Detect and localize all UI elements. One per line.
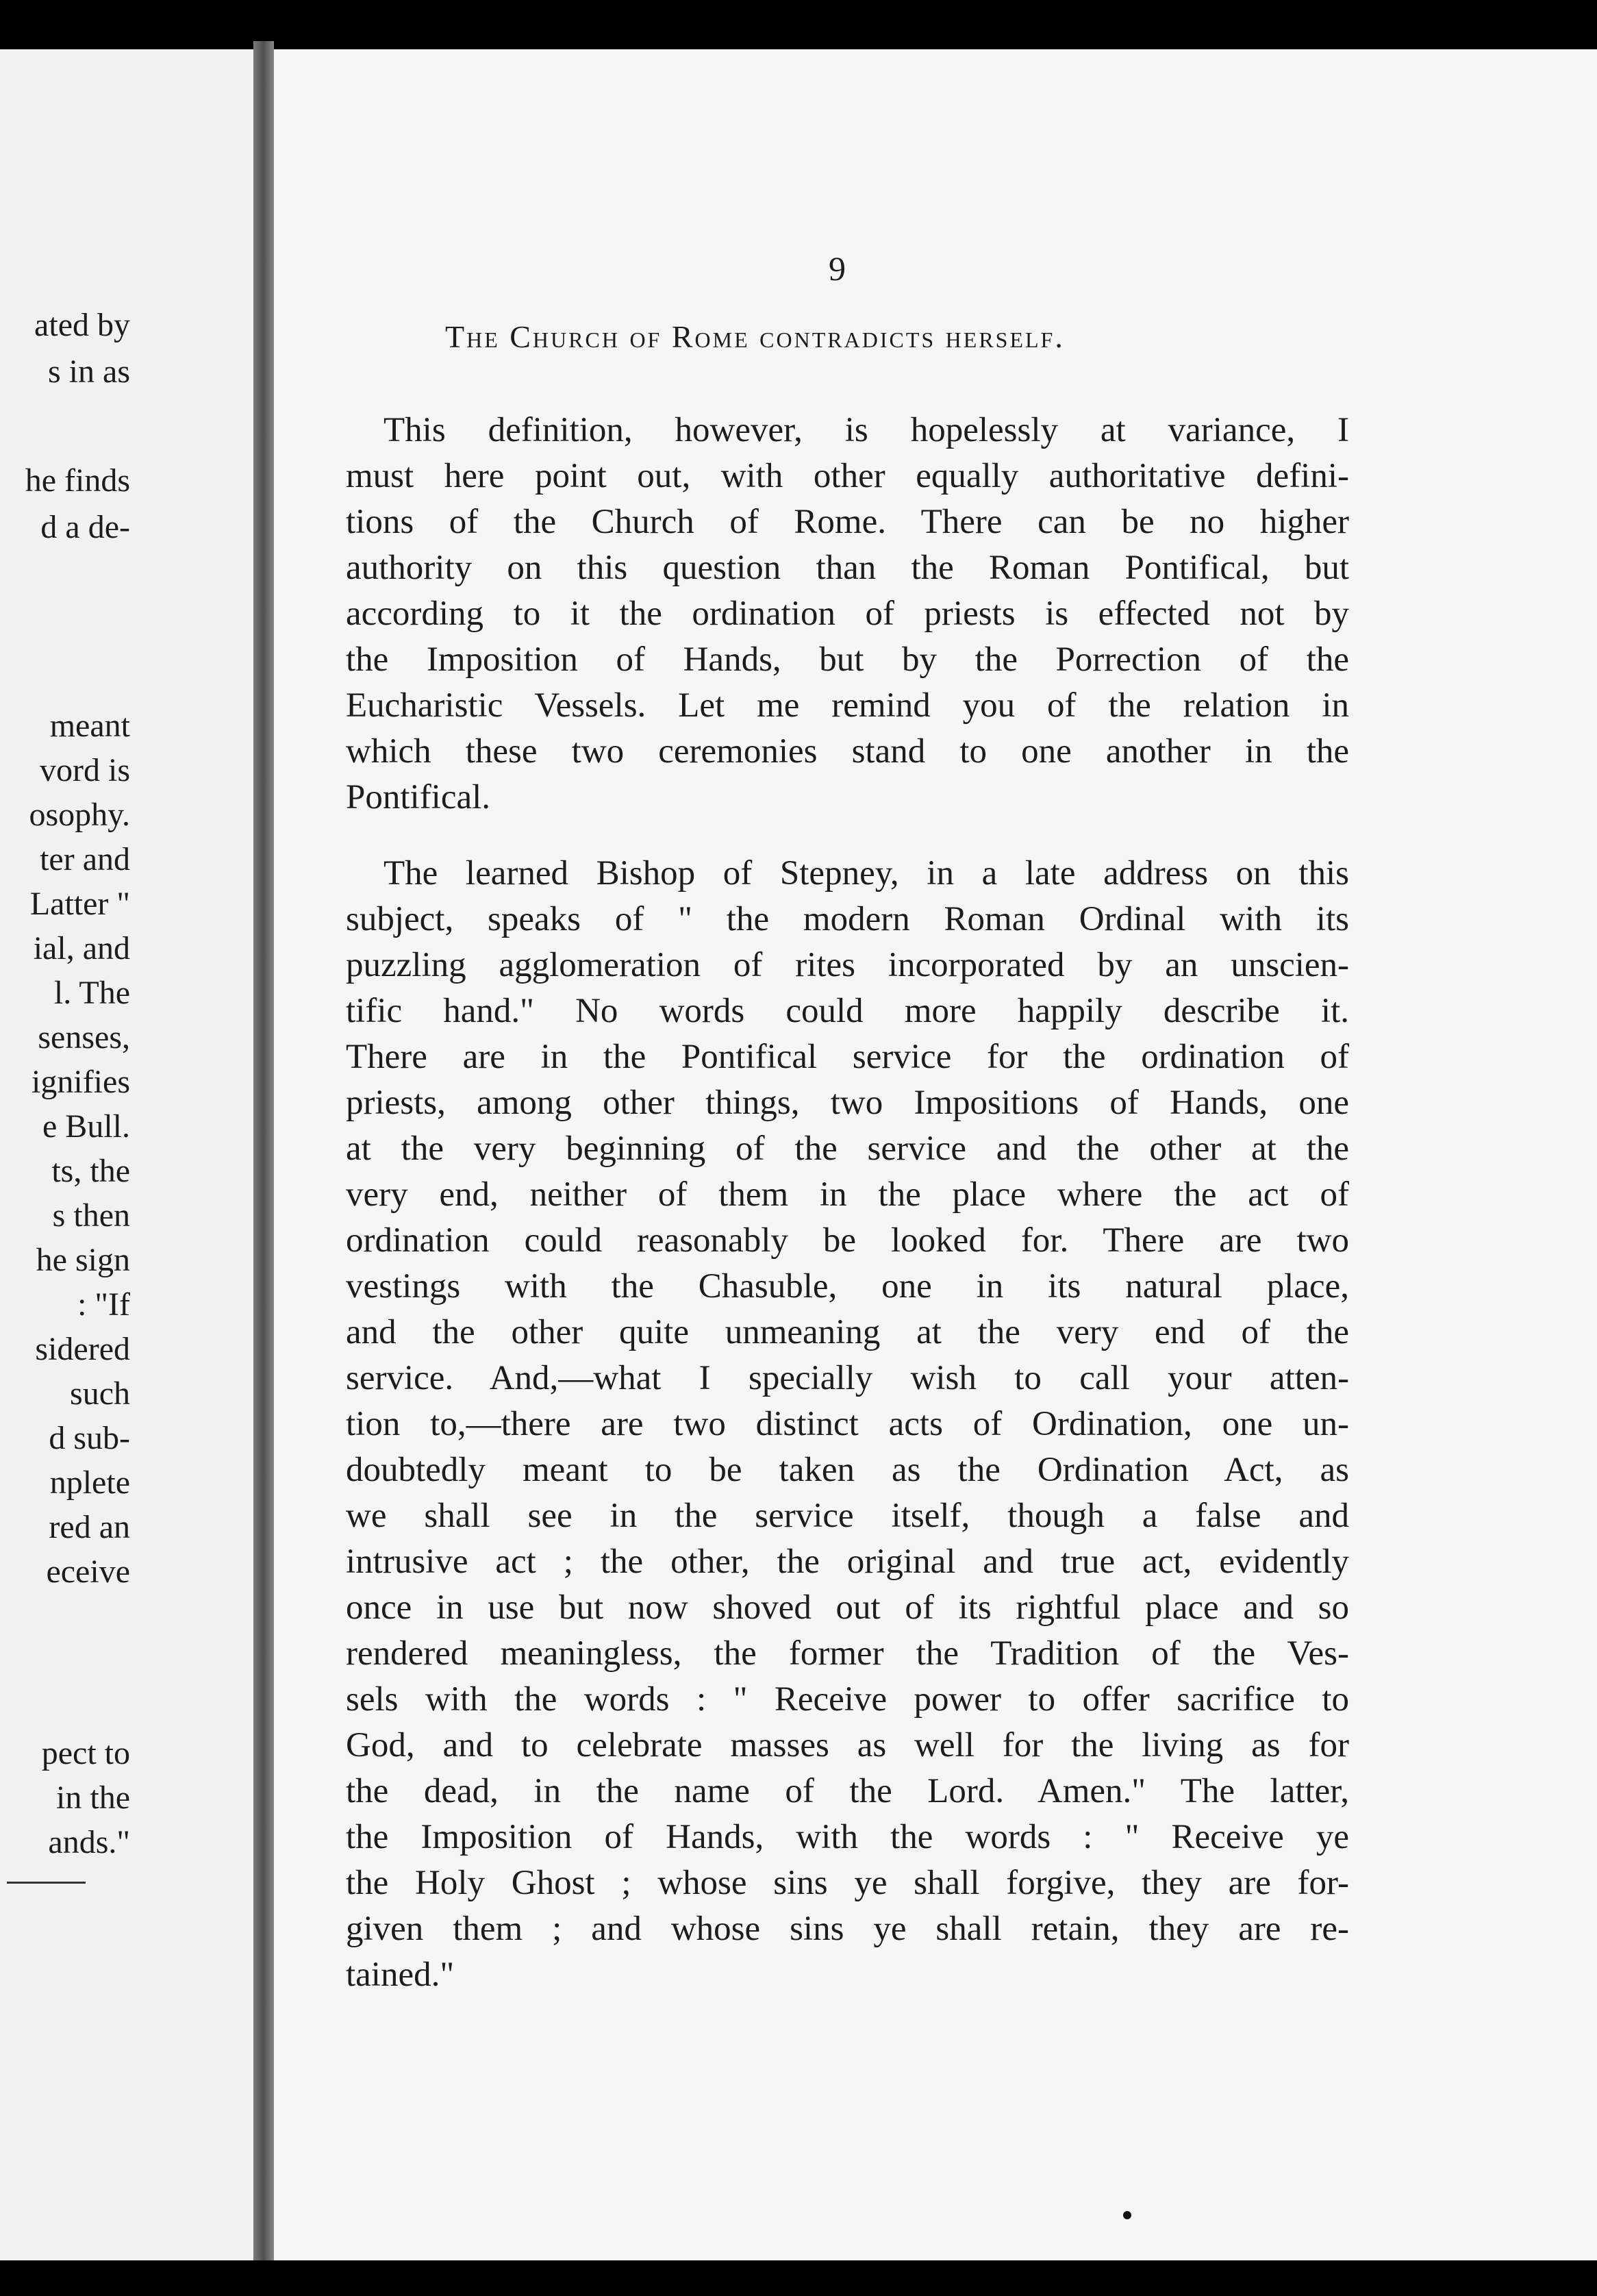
- section-title: The Church of Rome contradicts herself.: [445, 319, 1065, 354]
- left-page-fragment: nplete: [49, 1464, 130, 1501]
- paragraph-line: which these two ceremonies stand to one another in the: [346, 732, 1349, 771]
- paragraph-line: intrusive act ; the other, the original and true act, evidently: [346, 1543, 1349, 1581]
- left-page-fragment: senses,: [38, 1019, 130, 1056]
- paragraph-line: vestings with the Chasuble, one in its natural place,: [346, 1267, 1349, 1306]
- paragraph-line: once in use but now shoved out of its rightful place and so: [346, 1588, 1349, 1627]
- left-page-fragment: : "If: [77, 1286, 130, 1323]
- footnote-rule: [7, 1882, 86, 1884]
- paragraph-line: the dead, in the name of the Lord. Amen." The latter,: [346, 1772, 1349, 1810]
- left-page-fragment: in the: [56, 1780, 130, 1816]
- left-page-fragment: osophy.: [29, 797, 130, 833]
- paragraph-line: the Holy Ghost ; whose sins ye shall forgive, they are for-: [346, 1864, 1349, 1902]
- left-page-fragment: l. The: [53, 975, 130, 1011]
- page-number: 9: [829, 249, 846, 288]
- paragraph-line: and the other quite unmeaning at the very end of the: [346, 1313, 1349, 1351]
- paragraph-line: given them ; and whose sins ye shall retain, they are re-: [346, 1910, 1349, 1948]
- paragraph-line: puzzling agglomeration of rites incorporated by an unscien-: [346, 946, 1349, 984]
- book-gutter: [253, 41, 274, 2267]
- left-page-fragment: ial, and: [33, 930, 130, 966]
- left-page-fragment: d sub-: [49, 1420, 130, 1456]
- paragraph-line: ordination could reasonably be looked for. There are two: [346, 1221, 1349, 1260]
- paragraph-line: sels with the words : " Receive power to offer sacrifice to: [346, 1680, 1349, 1719]
- left-page-fragment: d a de-: [40, 509, 130, 545]
- paragraph-line: according to it the ordination of priests is effected not by: [346, 595, 1349, 633]
- left-page-fragment: ignifies: [32, 1064, 130, 1100]
- paragraph-line: we shall see in the service itself, though a false and: [346, 1497, 1349, 1535]
- paragraph-line: Pontifical.: [346, 778, 491, 816]
- left-page-fragment: eceive: [46, 1553, 130, 1590]
- scan-top-border: [0, 0, 1597, 49]
- paragraph-line: the Imposition of Hands, but by the Porrection of the: [346, 640, 1349, 679]
- left-page-fragment: pect to: [41, 1735, 130, 1771]
- left-page-fragment: he sign: [36, 1242, 130, 1278]
- left-page-fragment: Latter ": [29, 886, 130, 922]
- paragraph-line: The learned Bishop of Stepney, in a late address on this: [383, 854, 1349, 893]
- left-page-fragment: red an: [49, 1509, 130, 1545]
- left-page-fragment: ated by: [34, 307, 130, 343]
- left-page-fragment: such: [70, 1375, 130, 1412]
- left-page-fragment: vord is: [40, 752, 130, 788]
- paragraph-line: the Imposition of Hands, with the words : " Receive ye: [346, 1818, 1349, 1856]
- paragraph-line: tions of the Church of Rome. There can be no higher: [346, 503, 1349, 541]
- paragraph-line: tific hand." No words could more happily describe it.: [346, 992, 1349, 1030]
- paragraph-line: God, and to celebrate masses as well for the living as for: [346, 1726, 1349, 1764]
- paragraph-line: tion to,—there are two distinct acts of Ordination, one un-: [346, 1405, 1349, 1443]
- paragraph-line: Eucharistic Vessels. Let me remind you of the relation in: [346, 686, 1349, 725]
- left-page-fragment: ands.": [48, 1824, 130, 1860]
- left-page-fragment: s then: [52, 1197, 130, 1234]
- paragraph-line: priests, among other things, two Impositions of Hands, one: [346, 1084, 1349, 1122]
- scan-bottom-border: [0, 2260, 1597, 2296]
- paragraph-line: There are in the Pontifical service for the ordination of: [346, 1038, 1349, 1076]
- ink-speck: [1123, 2211, 1131, 2219]
- paragraph-line: rendered meaningless, the former the Tradition of the Ves-: [346, 1634, 1349, 1673]
- paragraph-line: tained.": [346, 1956, 455, 1994]
- paragraph-line: very end, neither of them in the place where the act of: [346, 1175, 1349, 1214]
- paragraph-line: at the very beginning of the service and the other at the: [346, 1130, 1349, 1168]
- paragraph-line: doubtedly meant to be taken as the Ordination Act, as: [346, 1451, 1349, 1489]
- left-page-fragment: he finds: [25, 462, 130, 499]
- left-page-fragment: s in as: [48, 353, 130, 390]
- paragraph-line: authority on this question than the Roman Pontifical, but: [346, 549, 1349, 587]
- left-page-fragment: meant: [49, 708, 130, 744]
- left-page-fragment: e Bull.: [42, 1108, 130, 1145]
- paragraph-line: must here point out, with other equally authoritative defini-: [346, 457, 1349, 495]
- left-page-fragment: ter and: [40, 841, 130, 877]
- paragraph-line: service. And,—what I specially wish to call your atten-: [346, 1359, 1349, 1397]
- left-page-fragment: ts, the: [51, 1153, 130, 1189]
- left-page: [0, 49, 253, 2260]
- paragraph-line: subject, speaks of " the modern Roman Ordinal with its: [346, 900, 1349, 938]
- paragraph-line: This definition, however, is hopelessly at variance, I: [383, 411, 1349, 449]
- left-page-fragment: sidered: [35, 1331, 130, 1367]
